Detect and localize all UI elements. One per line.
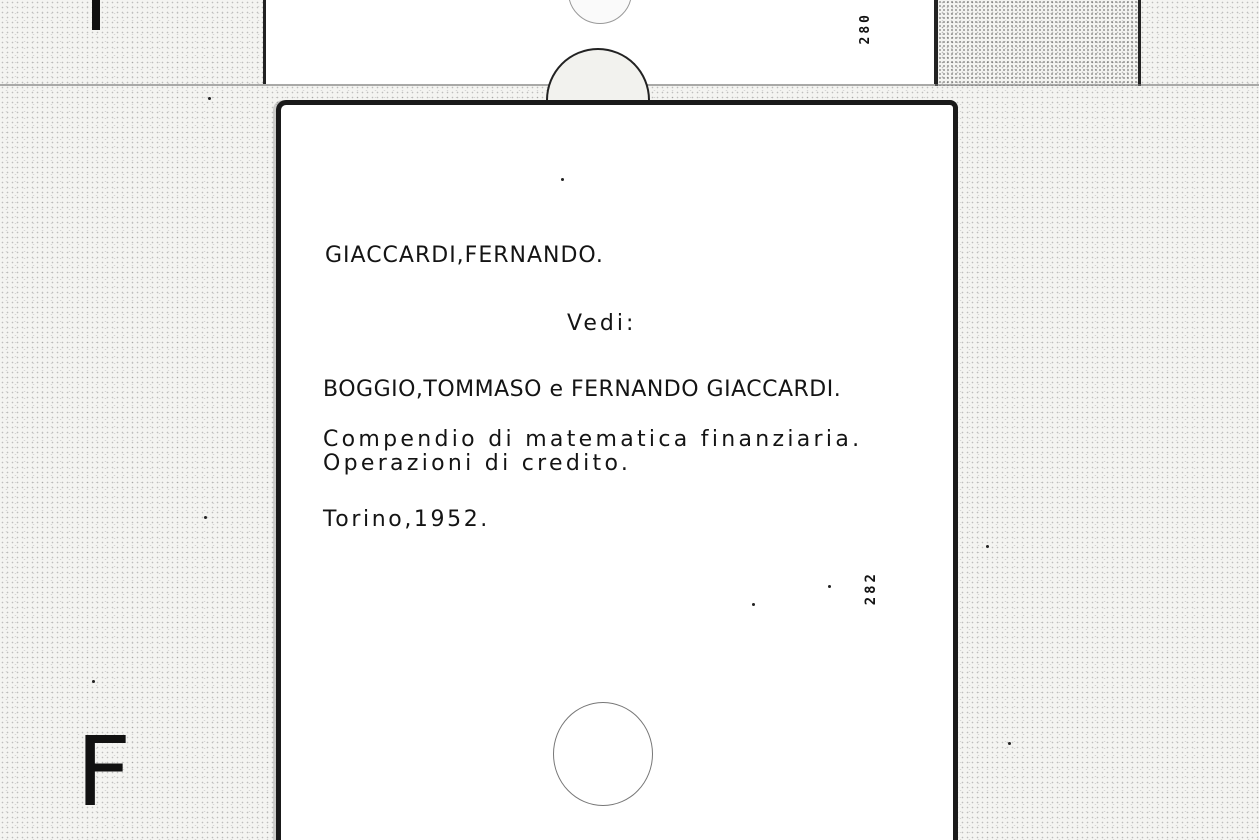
card-rod-hole — [553, 702, 653, 806]
author-line: BOGGIO,TOMMASO e FERNANDO GIACCARDI. — [323, 377, 842, 402]
title-line-2: Operazioni di credito. — [323, 451, 632, 476]
previous-card-number: 280 — [858, 12, 873, 45]
speck — [1008, 742, 1011, 745]
speck — [208, 97, 211, 100]
speck — [828, 585, 831, 588]
speck — [986, 545, 989, 548]
see-reference-label: Vedi: — [567, 311, 637, 336]
title-line-1: Compendio di matematica finanziaria. — [323, 427, 863, 452]
catalog-card — [276, 100, 958, 840]
drawer-guide-letter: F — [76, 716, 132, 828]
previous-card-rod-hole — [568, 0, 632, 24]
speck — [561, 178, 564, 181]
speck — [204, 516, 207, 519]
place-date: Torino,1952. — [323, 507, 490, 532]
adjacent-card-edge — [935, 0, 1141, 86]
drawer-guide-tab — [92, 0, 100, 30]
card-heading: GIACCARDI,FERNANDO. — [325, 243, 604, 268]
speck — [752, 603, 755, 606]
speck — [92, 680, 95, 683]
card-number: 282 — [863, 571, 879, 606]
